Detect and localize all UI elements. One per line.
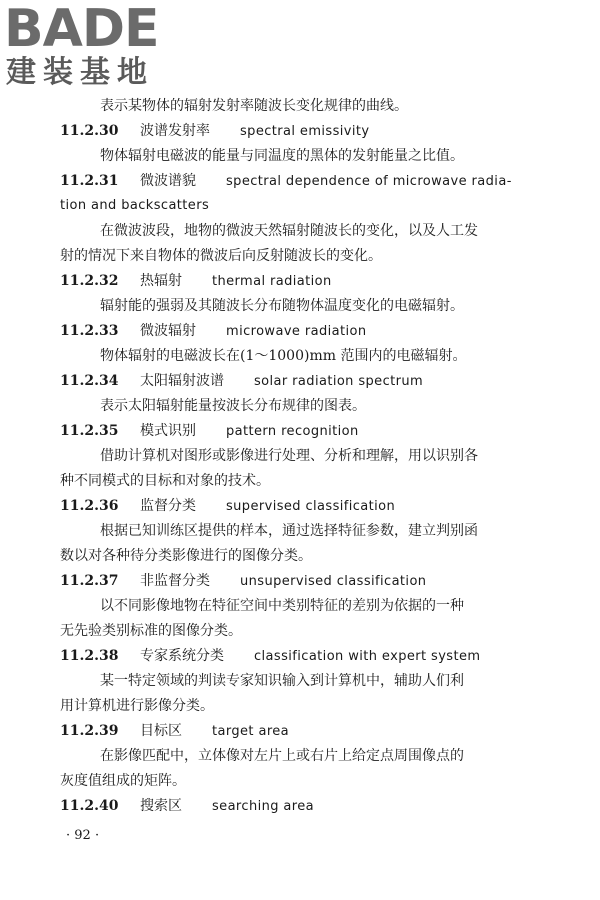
definition-line: 在影像匹配中，立体像对左片上或右片上给定点周围像点的 bbox=[100, 748, 464, 764]
term-heading bbox=[60, 119, 560, 144]
term-number: 11.2.32 bbox=[60, 273, 119, 289]
term-number: 11.2.40 bbox=[60, 798, 119, 814]
definition-line: 物体辐射电磁波的能量与同温度的黑体的发射能量之比值。 bbox=[100, 148, 464, 164]
term-number: 11.2.33 bbox=[60, 323, 119, 339]
definition-line: 辐射能的强弱及其随波长分布随物体温度变化的电磁辐射。 bbox=[100, 298, 464, 314]
term-number: 11.2.34 bbox=[60, 373, 119, 389]
term-chinese: 搜索区 bbox=[140, 798, 182, 814]
term-chinese: 波谱发射率 bbox=[140, 123, 210, 139]
term-number: 11.2.39 bbox=[60, 723, 119, 739]
term-number: 11.2.31 bbox=[60, 173, 119, 189]
term-heading bbox=[60, 269, 560, 294]
glossary-content bbox=[60, 94, 560, 819]
term-number: 11.2.35 bbox=[60, 423, 119, 439]
term-heading bbox=[60, 169, 560, 194]
term-heading bbox=[60, 419, 560, 444]
definition-line: 在微波波段，地物的微波天然辐射随波长的变化，以及人工发 bbox=[100, 223, 478, 239]
term-english: thermal radiation bbox=[212, 274, 332, 289]
page-number: · 92 · bbox=[66, 828, 100, 843]
term-chinese: 热辐射 bbox=[140, 273, 182, 289]
continuation-line: 数以对各种待分类影像进行的图像分类。 bbox=[60, 548, 312, 564]
term-english: supervised classification bbox=[226, 499, 396, 514]
term-chinese: 监督分类 bbox=[140, 498, 196, 514]
term-number: 11.2.38 bbox=[60, 648, 119, 664]
term-english: target area bbox=[212, 724, 290, 739]
definition-line: 物体辐射的电磁波长在(1～1000)mm 范围内的电磁辐射。 bbox=[100, 348, 467, 364]
term-english: microwave radiation bbox=[226, 324, 367, 339]
term-heading bbox=[60, 319, 560, 344]
term-chinese: 目标区 bbox=[140, 723, 182, 739]
term-chinese: 专家系统分类 bbox=[140, 648, 224, 664]
term-chinese: 微波辐射 bbox=[140, 323, 196, 339]
definition-line: 以不同影像地物在特征空间中类别特征的差别为依据的一种 bbox=[100, 598, 464, 614]
term-chinese: 太阳辐射波谱 bbox=[140, 373, 224, 389]
term-heading bbox=[60, 719, 560, 744]
term-english: unsupervised classification bbox=[240, 574, 427, 589]
term-number: 11.2.36 bbox=[60, 498, 119, 514]
term-chinese: 非监督分类 bbox=[140, 573, 210, 589]
term-heading bbox=[60, 794, 560, 819]
continuation-line: 射的情况下来自物体的微波后向反射随波长的变化。 bbox=[60, 248, 382, 264]
term-english: pattern recognition bbox=[226, 424, 359, 439]
term-number: 11.2.37 bbox=[60, 573, 119, 589]
continuation-line: 用计算机进行影像分类。 bbox=[60, 698, 214, 714]
definition-line: 根据已知训练区提供的样本，通过选择特征参数，建立判别函 bbox=[100, 523, 478, 539]
term-number: 11.2.30 bbox=[60, 123, 119, 139]
definition-line: 借助计算机对图形或影像进行处理、分析和理解，用以识别各 bbox=[100, 448, 478, 464]
bade-logo bbox=[4, 2, 184, 94]
term-english: classification with expert system bbox=[254, 649, 481, 664]
term-english: spectral dependence of microwave radia- bbox=[226, 174, 512, 189]
term-heading bbox=[60, 494, 560, 519]
continuation-line: 灰度值组成的矩阵。 bbox=[60, 773, 186, 789]
term-english: searching area bbox=[212, 799, 315, 814]
definition-line: 某一特定领域的判读专家知识输入到计算机中，辅助人们利 bbox=[100, 673, 464, 689]
definition-line: 表示太阳辐射能量按波长分布规律的图表。 bbox=[100, 398, 366, 414]
term-chinese: 模式识别 bbox=[140, 423, 196, 439]
definition-line: 表示某物体的辐射发射率随波长变化规律的曲线。 bbox=[100, 98, 408, 114]
continuation-line: tion and backscatters bbox=[60, 198, 210, 213]
term-heading bbox=[60, 369, 560, 394]
term-english: spectral emissivity bbox=[240, 124, 370, 139]
logo-latin-text: BADE bbox=[4, 0, 159, 59]
term-chinese: 微波谱貌 bbox=[140, 173, 196, 189]
logo-chinese-text: 建装基地 bbox=[6, 55, 154, 90]
term-english: solar radiation spectrum bbox=[254, 374, 424, 389]
continuation-line: 无先验类别标准的图像分类。 bbox=[60, 623, 242, 639]
term-heading bbox=[60, 569, 560, 594]
continuation-line: 种不同模式的目标和对象的技术。 bbox=[60, 473, 270, 489]
term-heading bbox=[60, 644, 560, 669]
